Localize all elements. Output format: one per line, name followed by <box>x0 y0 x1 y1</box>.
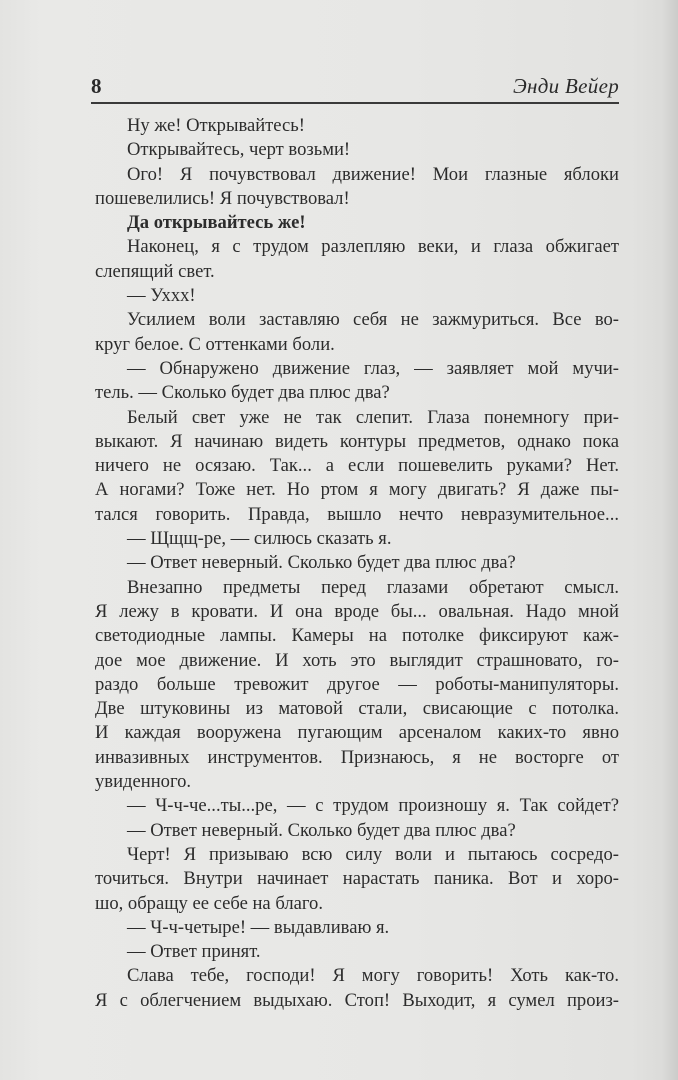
text-line: Я лежу в кровати. И она вроде бы... овальная. Надо мной <box>95 600 619 622</box>
text-line: — Обнаружено движение глаз, — заявляет мой мучи- <box>127 357 619 379</box>
text-line: Усилием воли заставляю себя не зажмуриться. Все во- <box>127 309 619 331</box>
text-line: увиденного. <box>95 771 192 793</box>
text-line: тался говорить. Правда, вышло нечто невразумительное... <box>95 503 619 525</box>
text-line: ничего не осязаю. Так... а если пошевелить руками? Нет. <box>95 455 619 477</box>
page-edge-shadow <box>662 0 678 1080</box>
text-line: светодиодные лампы. Камеры на потолке фиксируют каж- <box>95 625 619 647</box>
text-line: — Ответ неверный. Сколько будет два плюс два? <box>127 552 516 574</box>
text-line: Черт! Я призываю всю силу воли и пытаюсь сосредо- <box>127 843 619 865</box>
text-line: — Уххх! <box>127 285 196 307</box>
text-line: Да открывайтесь же! <box>127 212 306 234</box>
page-number: 8 <box>91 74 102 98</box>
running-head <box>91 70 619 104</box>
text-line: И каждая вооружена пугающим арсеналом каких-то явно <box>95 722 619 744</box>
header-rule <box>91 102 619 104</box>
body-text <box>95 114 619 1013</box>
text-line: раздо больше тревожит другое — роботы-манипуляторы. <box>95 673 619 695</box>
text-line: слепящий свет. <box>95 260 215 282</box>
text-line: пошевелились! Я почувствовал! <box>95 187 350 209</box>
text-line: Внезапно предметы перед глазами обретают смысл. <box>127 576 619 598</box>
author-name: Энди Вейер <box>512 74 619 98</box>
text-line: Открывайтесь, черт возьми! <box>127 139 351 161</box>
text-line: Я с облегчением выдыхаю. Стоп! Выходит, я сумел произ- <box>95 989 619 1011</box>
text-line: Ну же! Открывайтесь! <box>127 115 305 136</box>
text-line: Слава тебе, господи! Я могу говорить! Хоть как-то. <box>127 965 619 987</box>
text-line: — Щщщ-ре, — силюсь сказать я. <box>127 528 392 550</box>
text-line: Две штуковины из матовой стали, свисающие с потолка. <box>95 698 619 720</box>
text-line: выкают. Я начинаю видеть контуры предметов, однако пока <box>95 430 619 452</box>
text-line: тель. — Сколько будет два плюс два? <box>95 382 390 404</box>
text-line: шо, обращу ее себе на благо. <box>95 892 323 914</box>
text-line: Белый свет уже не так слепит. Глаза понемногу при- <box>127 406 619 428</box>
text-line: — Ч-ч-четыре! — выдавливаю я. <box>127 916 390 938</box>
text-line: — Ответ принят. <box>127 941 261 963</box>
text-line: инвазивных инструментов. Признаюсь, я не восторге от <box>95 746 619 768</box>
text-line: А ногами? Тоже нет. Но ртом я могу двигать? Я даже пы- <box>95 479 619 501</box>
text-line: дое мое движение. И хоть это выглядит страшновато, го- <box>95 649 619 671</box>
text-line: Ого! Я почувствовал движение! Мои глазные яблоки <box>127 163 619 185</box>
text-line: Наконец, я с трудом разлепляю веки, и глаза обжигает <box>127 236 619 258</box>
text-line: — Ответ неверный. Сколько будет два плюс два? <box>127 819 516 841</box>
text-line: круг белое. С оттенками боли. <box>95 333 335 355</box>
text-line: точиться. Внутри начинает нарастать паника. Вот и хоро- <box>95 868 619 890</box>
text-line: — Ч-ч-че...ты...ре, — с трудом произношу я. Так сойдет? <box>127 795 619 817</box>
